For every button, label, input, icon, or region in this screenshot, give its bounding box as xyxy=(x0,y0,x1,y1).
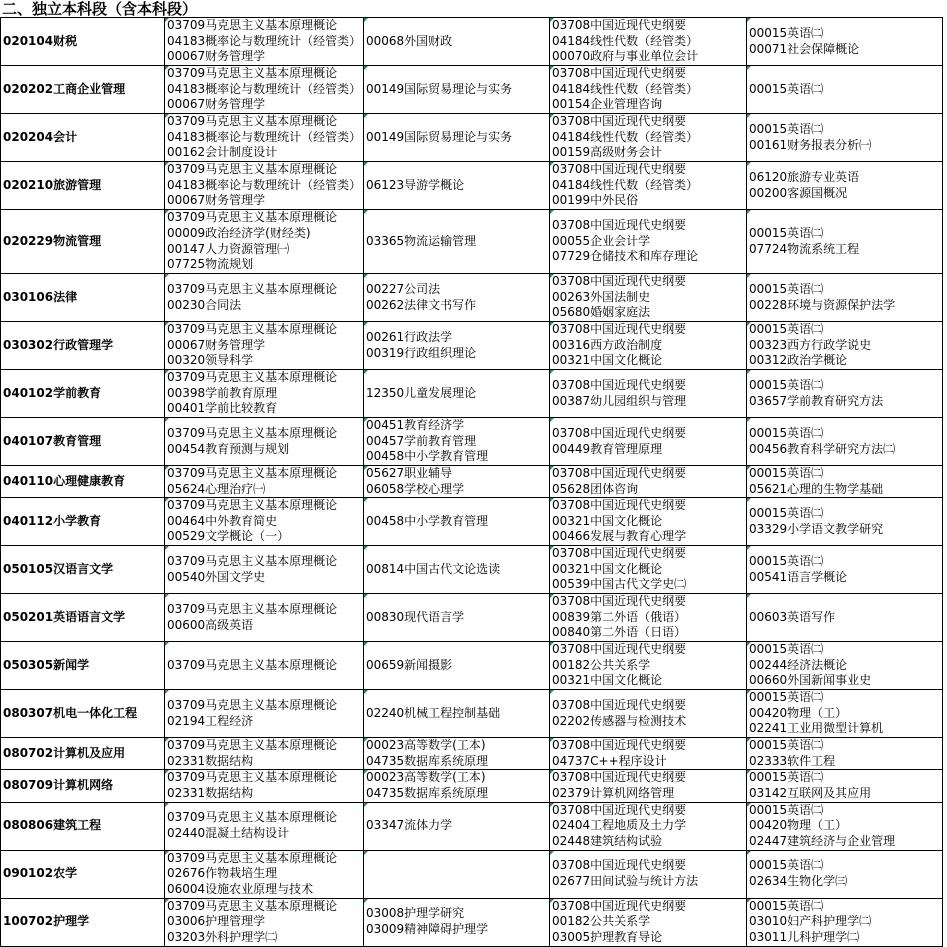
course-item: 03708中国近现代史纲要 xyxy=(552,66,687,81)
course-item: 00458中小学教育管理 xyxy=(366,513,489,528)
course-item: 00159高级财务会计 xyxy=(552,145,663,160)
course-item: 03708中国近现代史纲要 xyxy=(552,274,687,289)
course-item: 04184线性代数（经管类） xyxy=(552,177,699,192)
course-item: 00420物理（工） xyxy=(749,818,848,833)
major-name: 030106法律 xyxy=(1,274,165,322)
course-item: 00149国际贸易理论与实务 xyxy=(366,129,513,144)
course-item: 03142互联网及其应用 xyxy=(749,785,872,800)
major-name: 080702计算机及应用 xyxy=(1,738,165,770)
course-item: 04184线性代数（经管类） xyxy=(552,81,699,96)
course-item: 03709马克思主义基本原理概论 xyxy=(167,281,338,296)
course-item: 06004设施农业原理与技术 xyxy=(167,881,314,896)
course-item: 00015英语㈡ xyxy=(749,738,824,753)
exam-plan-body xyxy=(1,18,943,947)
course-item: 00457学前教育管理 xyxy=(366,433,477,448)
course-item: 04737C++程序设计 xyxy=(552,753,667,768)
course-item: 03709马克思主义基本原理概论 xyxy=(167,162,338,177)
course-item: 00015英语㈡ xyxy=(749,770,824,785)
major-row xyxy=(1,898,943,946)
major-name: 080709计算机网络 xyxy=(1,770,165,802)
major-row xyxy=(1,66,943,114)
major-row xyxy=(1,850,943,898)
course-item: 00830现代语言学 xyxy=(366,609,465,624)
course-item: 00023高等数学(工本) xyxy=(366,738,486,753)
course-item: 03708中国近现代史纲要 xyxy=(552,466,687,480)
major-name: 040112小学教育 xyxy=(1,498,165,546)
course-item: 00067财务管理学 xyxy=(167,49,266,64)
course-item: 00659新闻摄影 xyxy=(366,657,453,672)
course-item: 02333软件工程 xyxy=(749,753,836,768)
course-cell xyxy=(550,466,747,498)
course-cell xyxy=(165,690,364,738)
course-item: 03709马克思主义基本原理概论 xyxy=(167,738,338,753)
major-row xyxy=(1,770,943,802)
course-item: 03709马克思主义基本原理概论 xyxy=(167,425,338,440)
course-cell xyxy=(165,370,364,418)
course-item: 00071社会保障概论 xyxy=(749,41,860,56)
course-cell xyxy=(364,162,550,210)
course-item: 00055企业会计学 xyxy=(552,233,651,248)
course-cell xyxy=(747,210,943,274)
course-cell xyxy=(165,322,364,370)
course-cell xyxy=(165,642,364,690)
course-item: 02440混凝土结构设计 xyxy=(167,826,290,841)
course-cell xyxy=(165,898,364,946)
course-item: 02448建筑结构试验 xyxy=(552,833,663,848)
course-item: 03709马克思主义基本原理概论 xyxy=(167,657,338,672)
course-item: 00068外国财政 xyxy=(366,33,453,48)
course-cell xyxy=(364,274,550,322)
course-item: 00149国际贸易理论与实务 xyxy=(366,81,513,96)
course-item: 00449教育管理原理 xyxy=(552,441,663,456)
major-name: 020104财税 xyxy=(1,18,165,66)
course-cell xyxy=(747,594,943,642)
course-item: 00161财务报表分析㈠ xyxy=(749,137,872,152)
major-name: 050201英语语言文学 xyxy=(1,594,165,642)
course-item: 00015英语㈡ xyxy=(749,858,824,873)
course-item: 00244经济法概论 xyxy=(749,657,848,672)
course-item: 02241工业用微型计算机 xyxy=(749,721,884,736)
course-item: 03708中国近现代史纲要 xyxy=(552,218,687,233)
course-item: 03709马克思主义基本原理概论 xyxy=(167,66,338,81)
course-cell xyxy=(747,642,943,690)
course-item: 07724物流系统工程 xyxy=(749,241,860,256)
course-item: 00529文学概论（一） xyxy=(167,529,290,544)
course-cell xyxy=(364,418,550,466)
course-item: 03010妇产科护理学㈡ xyxy=(749,914,872,929)
course-item: 00321中国文化概论 xyxy=(552,673,663,688)
course-item: 03709马克思主义基本原理概论 xyxy=(167,554,338,569)
course-item: 00182公共关系学 xyxy=(552,657,651,672)
course-cell xyxy=(364,498,550,546)
course-cell xyxy=(550,498,747,546)
course-item: 03347流体力学 xyxy=(366,818,453,833)
course-item: 00814中国古代文论选读 xyxy=(366,561,501,576)
course-item: 05680婚姻家庭法 xyxy=(552,305,651,320)
course-item: 06123导游学概论 xyxy=(366,177,465,192)
course-cell xyxy=(747,850,943,898)
course-item: 00323西方行政学说史 xyxy=(749,337,872,352)
course-item: 00262法律文书写作 xyxy=(366,297,477,312)
course-cell xyxy=(165,418,364,466)
major-name: 020204会计 xyxy=(1,114,165,162)
course-item: 00387幼儿园组织与管理 xyxy=(552,393,687,408)
major-name: 080806建筑工程 xyxy=(1,802,165,850)
course-cell xyxy=(550,322,747,370)
course-cell xyxy=(747,418,943,466)
course-item: 03657学前教育研究方法 xyxy=(749,393,884,408)
course-item: 03708中国近现代史纲要 xyxy=(552,18,687,33)
course-item: 00840第二外语（日语） xyxy=(552,625,687,640)
section-title: 二、独立本科段（含本科段） xyxy=(2,0,198,18)
course-item: 03708中国近现代史纲要 xyxy=(552,858,687,873)
course-item: 00182公共关系学 xyxy=(552,914,651,929)
course-item: 02676作物栽培生理 xyxy=(167,866,278,881)
course-cell xyxy=(364,114,550,162)
course-item: 07725物流规划 xyxy=(167,257,254,272)
course-item: 00660外国新闻事业史 xyxy=(749,673,872,688)
major-name: 100702护理学 xyxy=(1,898,165,946)
course-item: 00539中国古代文学史㈡ xyxy=(552,577,687,592)
major-row xyxy=(1,466,943,498)
course-cell xyxy=(550,210,747,274)
course-item: 02202传感器与检测技术 xyxy=(552,713,687,728)
course-item: 00015英语㈡ xyxy=(749,554,824,569)
course-item: 05627职业辅导 xyxy=(366,466,453,480)
course-cell xyxy=(364,898,550,946)
course-item: 00316西方政治制度 xyxy=(552,337,663,352)
course-item: 03708中国近现代史纲要 xyxy=(552,546,687,561)
course-cell xyxy=(364,66,550,114)
course-item: 07729仓储技术和库存理论 xyxy=(552,249,699,264)
course-cell xyxy=(165,466,364,498)
course-item: 00015英语㈡ xyxy=(749,322,824,337)
course-item: 12350儿童发展理论 xyxy=(366,385,477,400)
major-name: 020202工商企业管理 xyxy=(1,66,165,114)
course-cell xyxy=(747,370,943,418)
course-item: 00454教育预测与规划 xyxy=(167,441,290,456)
course-item: 00321中国文化概论 xyxy=(552,561,663,576)
course-cell xyxy=(165,210,364,274)
course-cell xyxy=(550,850,747,898)
course-item: 00200客源国概况 xyxy=(749,185,848,200)
course-item: 04183概率论与数理统计（经管类） xyxy=(167,33,362,48)
course-item: 03708中国近现代史纲要 xyxy=(552,425,687,440)
course-item: 03708中国近现代史纲要 xyxy=(552,377,687,392)
course-item: 02331数据结构 xyxy=(167,753,254,768)
course-cell xyxy=(165,802,364,850)
course-item: 03709马克思主义基本原理概论 xyxy=(167,210,338,225)
course-item: 00603英语写作 xyxy=(749,609,836,624)
course-cell xyxy=(364,594,550,642)
course-cell xyxy=(364,850,550,898)
course-item: 02447建筑经济与企业管理 xyxy=(749,833,896,848)
course-cell xyxy=(165,274,364,322)
course-item: 00321中国文化概论 xyxy=(552,513,663,528)
course-item: 00015英语㈡ xyxy=(749,377,824,392)
course-item: 00015英语㈡ xyxy=(749,425,824,440)
course-item: 03011儿科护理学㈡ xyxy=(749,929,860,944)
course-item: 02379计算机网络管理 xyxy=(552,785,675,800)
course-item: 00320领导科学 xyxy=(167,353,254,368)
course-item: 00600高级英语 xyxy=(167,617,254,632)
course-cell xyxy=(747,162,943,210)
course-item: 00067财务管理学 xyxy=(167,337,266,352)
course-item: 00015英语㈡ xyxy=(749,642,824,657)
course-cell xyxy=(747,898,943,946)
course-cell xyxy=(550,546,747,594)
major-row xyxy=(1,418,943,466)
major-name: 090102农学 xyxy=(1,850,165,898)
course-cell xyxy=(364,690,550,738)
course-item: 00541语言学概论 xyxy=(749,569,848,584)
major-row xyxy=(1,274,943,322)
course-item: 00319行政组织理论 xyxy=(366,345,477,360)
course-cell xyxy=(747,114,943,162)
major-name: 040102学前教育 xyxy=(1,370,165,418)
course-item: 03708中国近现代史纲要 xyxy=(552,770,687,785)
course-item: 00009政治经济学(财经类) xyxy=(167,225,311,240)
course-cell xyxy=(165,594,364,642)
course-item: 03708中国近现代史纲要 xyxy=(552,802,687,817)
course-item: 00261行政法学 xyxy=(366,329,453,344)
course-cell xyxy=(550,770,747,802)
course-item: 00456教育科学研究方法㈡ xyxy=(749,441,896,456)
course-item: 03709马克思主义基本原理概论 xyxy=(167,466,338,480)
course-cell xyxy=(747,466,943,498)
course-item: 00147人力资源管理㈠ xyxy=(167,241,290,256)
course-item: 03709马克思主义基本原理概论 xyxy=(167,322,338,337)
course-cell xyxy=(165,18,364,66)
course-cell xyxy=(165,770,364,802)
course-item: 03709马克思主义基本原理概论 xyxy=(167,698,338,713)
course-item: 00227公司法 xyxy=(366,281,441,296)
course-item: 00015英语㈡ xyxy=(749,690,824,705)
major-row xyxy=(1,370,943,418)
course-item: 04184线性代数（经管类） xyxy=(552,33,699,48)
course-item: 03708中国近现代史纲要 xyxy=(552,162,687,177)
course-item: 02677田间试验与统计方法 xyxy=(552,874,699,889)
course-item: 00199中外民俗 xyxy=(552,193,639,208)
course-item: 03708中国近现代史纲要 xyxy=(552,642,687,657)
course-item: 02240机械工程控制基础 xyxy=(366,705,501,720)
major-row xyxy=(1,594,943,642)
course-cell xyxy=(364,738,550,770)
major-name: 050305新闻学 xyxy=(1,642,165,690)
exam-plan-table xyxy=(0,17,943,947)
course-cell xyxy=(364,802,550,850)
course-cell xyxy=(364,642,550,690)
major-row xyxy=(1,546,943,594)
course-cell xyxy=(747,802,943,850)
course-item: 00067财务管理学 xyxy=(167,97,266,112)
course-item: 00420物理（工） xyxy=(749,705,848,720)
course-cell xyxy=(364,322,550,370)
major-name: 020210旅游管理 xyxy=(1,162,165,210)
course-item: 00228环境与资源保护法学 xyxy=(749,297,896,312)
course-item: 03009精神障碍护理学 xyxy=(366,922,489,937)
major-row xyxy=(1,210,943,274)
course-item: 00466发展与教育心理学 xyxy=(552,529,687,544)
course-item: 00321中国文化概论 xyxy=(552,353,663,368)
course-item: 00015英语㈡ xyxy=(749,81,824,96)
course-item: 00070政府与事业单位会计 xyxy=(552,49,699,64)
course-item: 00015英语㈡ xyxy=(749,802,824,817)
course-cell xyxy=(550,274,747,322)
course-cell xyxy=(747,274,943,322)
major-row xyxy=(1,802,943,850)
course-item: 00023高等数学(工本) xyxy=(366,770,486,785)
course-cell xyxy=(550,802,747,850)
course-item: 06058学校心理学 xyxy=(366,481,465,496)
course-item: 00540外国文学史 xyxy=(167,569,266,584)
course-cell xyxy=(364,466,550,498)
major-name: 030302行政管理学 xyxy=(1,322,165,370)
major-row xyxy=(1,114,943,162)
course-cell xyxy=(550,898,747,946)
course-cell xyxy=(364,546,550,594)
course-item: 03709马克思主义基本原理概论 xyxy=(167,810,338,825)
course-item: 02331数据结构 xyxy=(167,785,254,800)
major-name: 020229物流管理 xyxy=(1,210,165,274)
course-item: 03008护理学研究 xyxy=(366,906,465,921)
major-row xyxy=(1,18,943,66)
course-item: 00015英语㈡ xyxy=(749,25,824,40)
course-item: 04184线性代数（经管类） xyxy=(552,129,699,144)
course-item: 03329小学语文教学研究 xyxy=(749,521,884,536)
course-item: 00015英语㈡ xyxy=(749,121,824,136)
course-cell xyxy=(165,850,364,898)
course-cell xyxy=(550,690,747,738)
course-cell xyxy=(364,770,550,802)
course-item: 03709马克思主义基本原理概论 xyxy=(167,498,338,513)
course-cell xyxy=(550,162,747,210)
course-item: 00401学前比较教育 xyxy=(167,401,278,416)
course-item: 05621心理的生物学基础 xyxy=(749,481,884,496)
course-item: 00458中小学教育管理 xyxy=(366,449,489,464)
course-cell xyxy=(747,18,943,66)
course-item: 00015英语㈡ xyxy=(749,225,824,240)
course-item: 03203外科护理学㈡ xyxy=(167,929,278,944)
course-cell xyxy=(747,322,943,370)
course-item: 02634生物化学㈢ xyxy=(749,874,848,889)
course-item: 00312政治学概论 xyxy=(749,353,848,368)
major-row xyxy=(1,322,943,370)
course-item: 04735数据库系统原理 xyxy=(366,785,489,800)
major-name: 040107教育管理 xyxy=(1,418,165,466)
course-cell xyxy=(747,66,943,114)
course-item: 03708中国近现代史纲要 xyxy=(552,698,687,713)
course-item: 04183概率论与数理统计（经管类） xyxy=(167,129,362,144)
course-cell xyxy=(550,18,747,66)
course-cell xyxy=(747,498,943,546)
course-cell xyxy=(364,210,550,274)
course-cell xyxy=(165,498,364,546)
course-item: 03709马克思主义基本原理概论 xyxy=(167,370,338,385)
course-cell xyxy=(165,66,364,114)
course-item: 00015英语㈡ xyxy=(749,506,824,521)
course-item: 03709马克思主义基本原理概论 xyxy=(167,114,338,129)
major-row xyxy=(1,690,943,738)
course-item: 02404工程地质及土力学 xyxy=(552,818,687,833)
course-item: 00451教育经济学 xyxy=(366,418,465,433)
course-cell xyxy=(165,162,364,210)
major-row xyxy=(1,162,943,210)
course-item: 00398学前教育原理 xyxy=(167,385,278,400)
course-cell xyxy=(550,66,747,114)
course-item: 03709马克思主义基本原理概论 xyxy=(167,770,338,785)
course-item: 00015英语㈡ xyxy=(749,281,824,296)
course-cell xyxy=(364,370,550,418)
course-cell xyxy=(550,738,747,770)
course-item: 03708中国近现代史纲要 xyxy=(552,898,687,913)
course-item: 06120旅游专业英语 xyxy=(749,169,860,184)
course-item: 05624心理治疗㈠ xyxy=(167,481,266,496)
course-item: 00162会计制度设计 xyxy=(167,145,278,160)
course-item: 03708中国近现代史纲要 xyxy=(552,594,687,609)
course-item: 03708中国近现代史纲要 xyxy=(552,738,687,753)
course-item: 03708中国近现代史纲要 xyxy=(552,498,687,513)
course-item: 03365物流运输管理 xyxy=(366,233,477,248)
course-item: 03708中国近现代史纲要 xyxy=(552,322,687,337)
course-cell xyxy=(165,114,364,162)
major-name: 040110心理健康教育 xyxy=(1,466,165,498)
course-cell xyxy=(747,738,943,770)
course-cell xyxy=(165,546,364,594)
course-cell xyxy=(550,594,747,642)
course-item: 03709马克思主义基本原理概论 xyxy=(167,898,338,913)
course-item: 00067财务管理学 xyxy=(167,193,266,208)
course-item: 00015英语㈡ xyxy=(749,898,824,913)
course-cell xyxy=(550,114,747,162)
course-item: 00464中外教育简史 xyxy=(167,513,278,528)
major-row xyxy=(1,642,943,690)
major-name: 080307机电一体化工程 xyxy=(1,690,165,738)
course-item: 03709马克思主义基本原理概论 xyxy=(167,602,338,617)
course-item: 03709马克思主义基本原理概论 xyxy=(167,850,338,865)
course-item: 04735数据库系统原理 xyxy=(366,753,489,768)
course-cell xyxy=(747,690,943,738)
course-cell xyxy=(747,546,943,594)
course-cell xyxy=(550,642,747,690)
course-cell xyxy=(550,370,747,418)
course-cell xyxy=(747,770,943,802)
course-item: 00263外国法制史 xyxy=(552,289,651,304)
course-item: 00839第二外语（俄语） xyxy=(552,609,687,624)
course-item: 03708中国近现代史纲要 xyxy=(552,114,687,129)
course-item: 00015英语㈡ xyxy=(749,466,824,480)
major-row xyxy=(1,498,943,546)
major-row xyxy=(1,738,943,770)
course-item: 02194工程经济 xyxy=(167,713,254,728)
course-cell xyxy=(550,418,747,466)
course-item: 03005护理教育导论 xyxy=(552,929,663,944)
course-item: 03006护理管理学 xyxy=(167,914,266,929)
course-cell xyxy=(364,18,550,66)
course-item: 04183概率论与数理统计（经管类） xyxy=(167,81,362,96)
course-item: 00154企业管理咨询 xyxy=(552,97,663,112)
course-item: 03709马克思主义基本原理概论 xyxy=(167,18,338,33)
major-name: 050105汉语言文学 xyxy=(1,546,165,594)
course-item: 04183概率论与数理统计（经管类） xyxy=(167,177,362,192)
course-cell xyxy=(165,738,364,770)
course-item: 05628团体咨询 xyxy=(552,481,639,496)
course-item: 00230合同法 xyxy=(167,297,242,312)
